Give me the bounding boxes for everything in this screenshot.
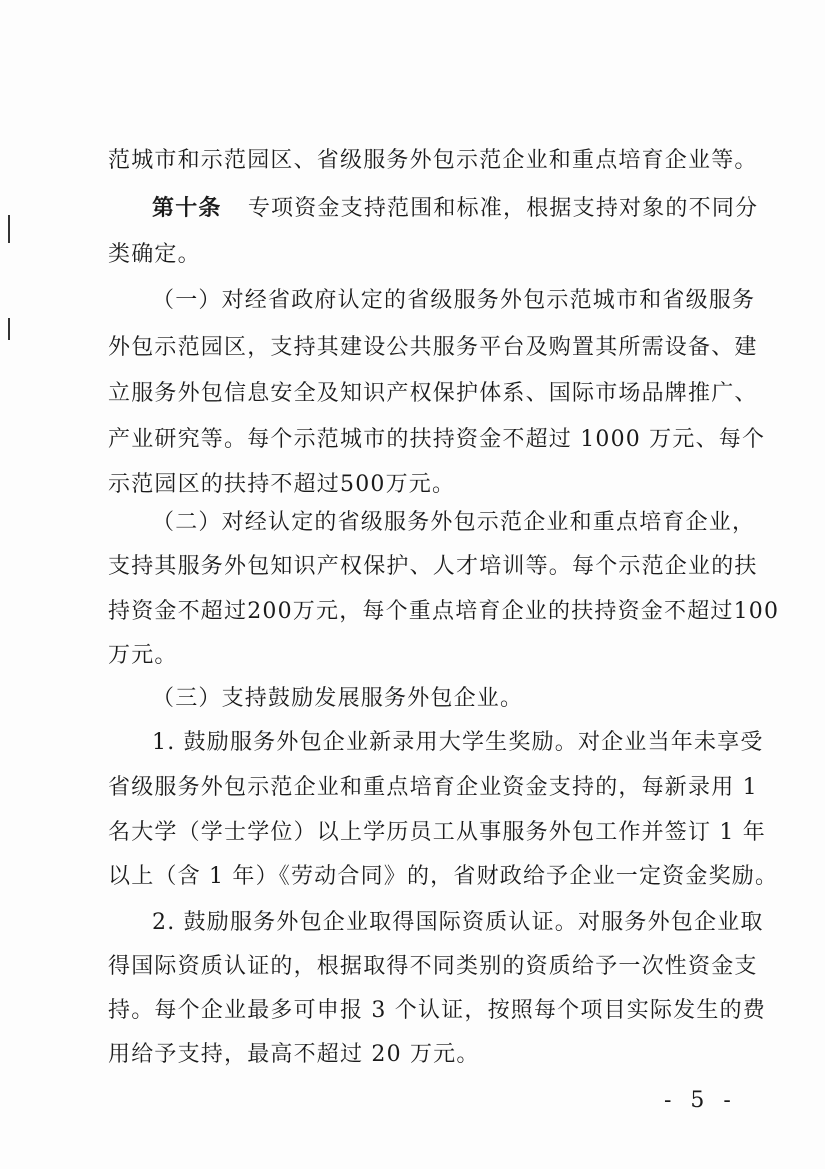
paragraph-line: 产业研究等。每个示范城市的扶持资金不超过 1000 万元、每个 — [108, 427, 766, 452]
paragraph-line: 万元。 — [108, 643, 178, 668]
paragraph-line: 得国际资质认证的，根据取得不同类别的资质给予一次性资金支 — [108, 954, 758, 979]
scan-mark — [8, 318, 10, 340]
scan-mark — [8, 215, 10, 243]
paragraph-line: 类确定。 — [108, 242, 201, 267]
paragraph-line: 以上（含 1 年）《劳动合同》的，省财政给予企业一定资金奖励。 — [108, 864, 779, 889]
paragraph-line: 外包示范园区，支持其建设公共服务平台及购置其所需设备、建 — [108, 335, 758, 360]
paragraph-line: 用给予支持，最高不超过 20 万元。 — [108, 1042, 480, 1067]
paragraph-line: 支持其服务外包知识产权保护、人才培训等。每个示范企业的扶 — [108, 554, 758, 579]
paragraph-line: （二）对经认定的省级服务外包示范企业和重点培育企业， — [152, 510, 756, 535]
paragraph-line: 示范园区的扶持不超过500万元。 — [108, 472, 456, 497]
paragraph-line: （一）对经省政府认定的省级服务外包示范城市和省级服务 — [152, 288, 756, 313]
paragraph-text: 专项资金支持范围和标准，根据支持对象的不同分 — [247, 196, 759, 221]
paragraph-line: 名大学（学士学位）以上学历员工从事服务外包工作并签订 1 年 — [108, 820, 766, 845]
paragraph-line — [152, 193, 758, 224]
paragraph-line: 范城市和示范园区、省级服务外包示范企业和重点培育企业等。 — [108, 148, 758, 173]
paragraph-line: 2. 鼓励服务外包企业取得国际资质认证。对服务外包企业取 — [152, 910, 764, 935]
paragraph-line: 1. 鼓励服务外包企业新录用大学生奖励。对企业当年未享受 — [152, 730, 764, 755]
paragraph-line: 持资金不超过200万元，每个重点培育企业的扶持资金不超过100 — [108, 599, 780, 624]
paragraph-line: 立服务外包信息安全及知识产权保护体系、国际市场品牌推广、 — [108, 381, 758, 406]
paragraph-line: （三）支持鼓励发展服务外包企业。 — [152, 686, 524, 711]
article-heading: 第十条 — [152, 195, 222, 221]
paragraph-line: 省级服务外包示范企业和重点培育企业资金支持的，每新录用 1 — [108, 775, 758, 800]
page-number: - 5 - — [664, 1088, 737, 1113]
paragraph-line: 持。每个企业最多可申报 3 个认证，按照每个项目实际发生的费 — [108, 998, 766, 1023]
